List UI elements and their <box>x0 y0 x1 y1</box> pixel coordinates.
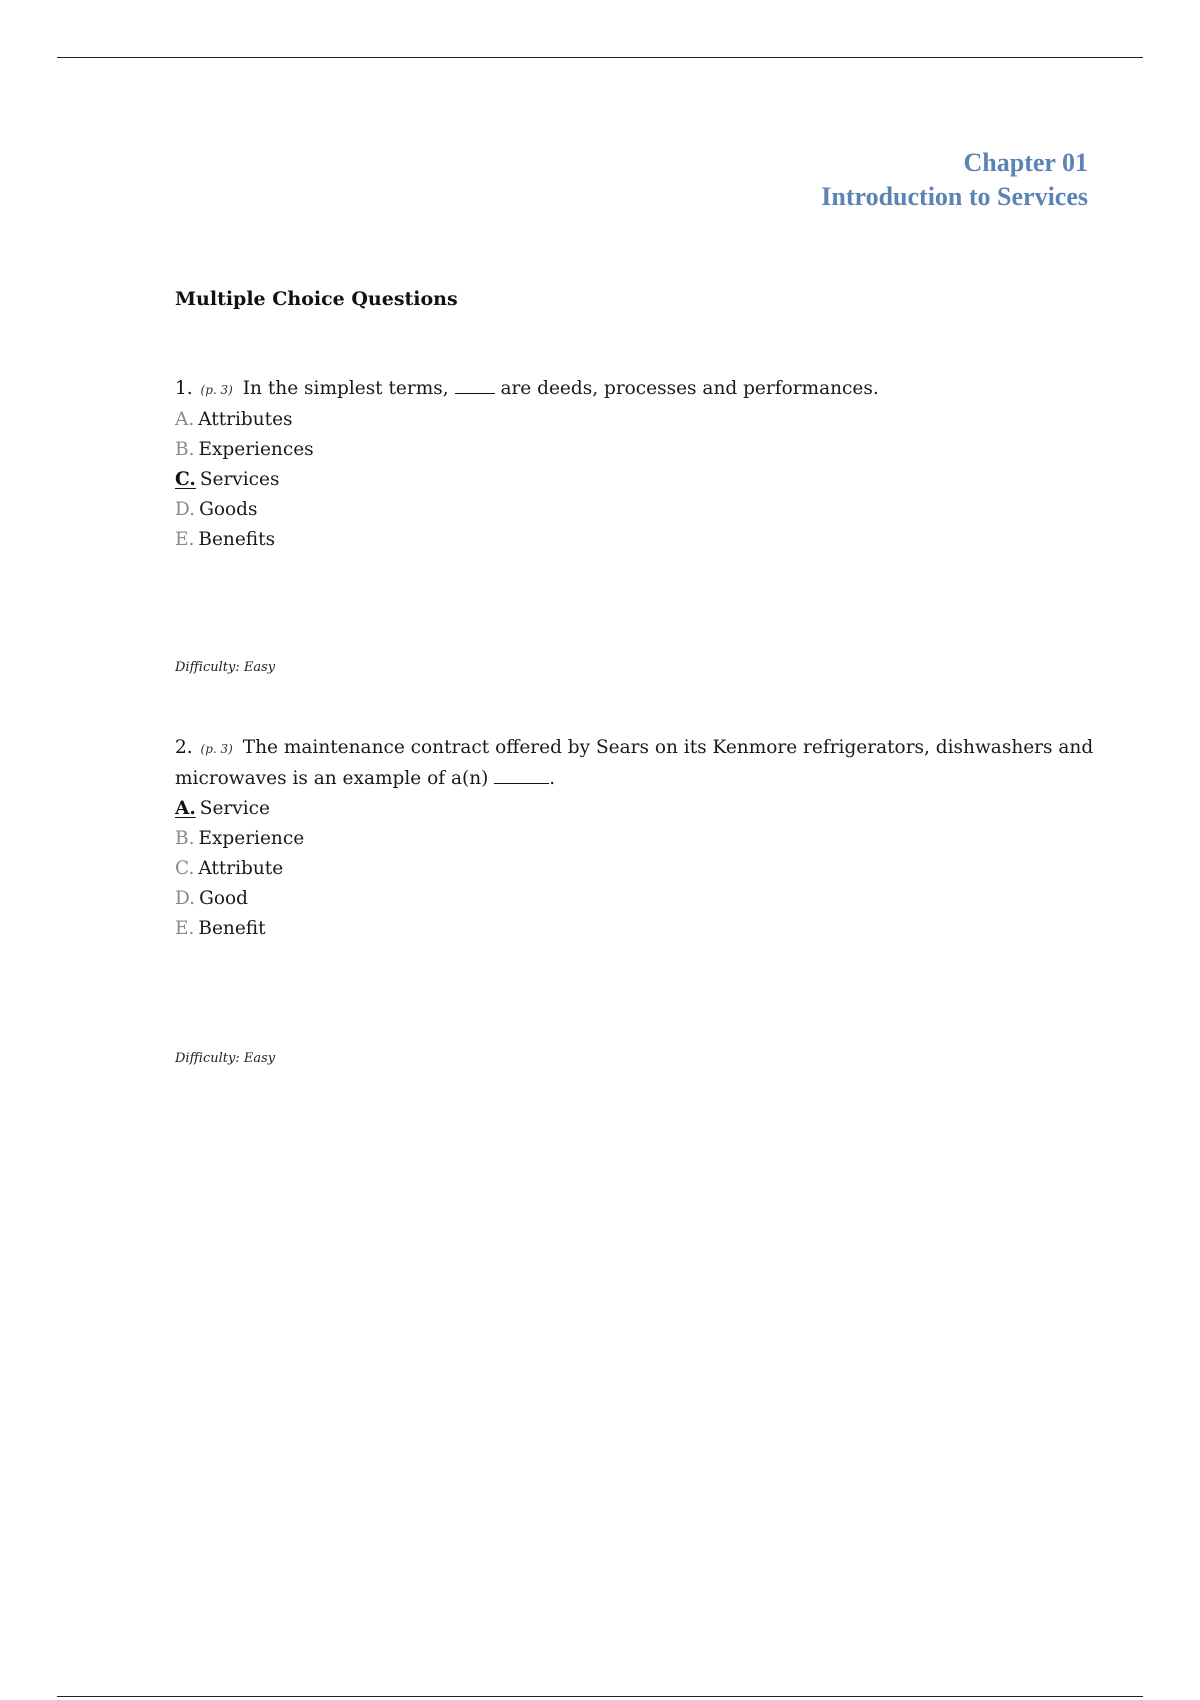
answer-options <box>175 405 1095 555</box>
option-c <box>175 465 1095 495</box>
option-d <box>175 495 1095 525</box>
option-d <box>175 884 1095 914</box>
option-c <box>175 854 1095 884</box>
answer-options <box>175 794 1095 944</box>
option-text: Services <box>199 469 280 490</box>
question-number: 1. <box>175 378 193 399</box>
stem-text-after: . <box>549 768 556 789</box>
option-letter: B. <box>175 439 195 460</box>
answer-blank <box>455 377 495 394</box>
stem-text-before: The maintenance contract offered by Sears on its Kenmore refrigerators, dishwashers and microwaves is an example of a(n) <box>175 737 1094 789</box>
option-e <box>175 914 1095 944</box>
option-e <box>175 525 1095 555</box>
option-letter-correct: A. <box>175 798 196 819</box>
top-rule <box>57 57 1143 58</box>
chapter-number: Chapter 01 <box>963 148 1088 177</box>
stem-text-after: are deeds, processes and performances. <box>500 378 879 399</box>
question-1 <box>175 374 1095 555</box>
option-letter: E. <box>175 529 195 550</box>
question-number: 2. <box>175 737 193 758</box>
option-b <box>175 435 1095 465</box>
option-letter: E. <box>175 918 195 939</box>
option-letter: B. <box>175 828 195 849</box>
option-text: Service <box>199 798 270 819</box>
option-letter: D. <box>175 499 196 520</box>
difficulty-label: Difficulty: Easy <box>175 660 276 675</box>
option-letter: D. <box>175 888 196 909</box>
page-reference: (p. 3) <box>200 742 233 756</box>
option-text: Experiences <box>198 439 314 460</box>
option-letter: C. <box>175 858 195 879</box>
option-text: Good <box>199 888 248 909</box>
page-reference: (p. 3) <box>200 383 233 397</box>
option-a <box>175 794 1095 824</box>
question-stem <box>175 374 1095 405</box>
option-text: Benefit <box>198 918 266 939</box>
option-b <box>175 824 1095 854</box>
difficulty-label: Difficulty: Easy <box>175 1051 276 1066</box>
chapter-title: Introduction to Services <box>821 182 1088 211</box>
option-text: Attribute <box>198 858 284 879</box>
bottom-rule <box>57 1696 1143 1697</box>
option-text: Attributes <box>198 409 293 430</box>
option-a <box>175 405 1095 435</box>
question-2 <box>175 733 1095 944</box>
chapter-heading <box>821 146 1088 214</box>
option-letter: A. <box>175 409 195 430</box>
answer-blank <box>494 767 549 784</box>
option-text: Benefits <box>198 529 276 550</box>
option-letter-correct: C. <box>175 469 196 490</box>
question-stem <box>175 733 1095 794</box>
section-title: Multiple Choice Questions <box>175 288 458 310</box>
option-text: Goods <box>199 499 258 520</box>
stem-text-before: In the simplest terms, <box>242 378 449 399</box>
option-text: Experience <box>198 828 305 849</box>
